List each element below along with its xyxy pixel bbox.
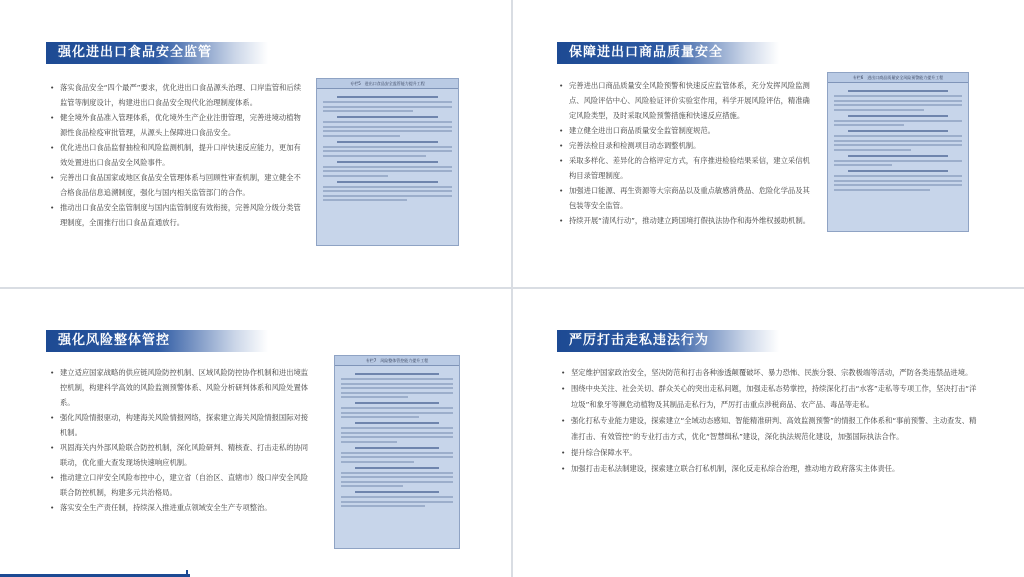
bullet-item: • 加强打击走私法制建设，探索建立联合打私机制，深化反走私综合治理，推动地方政府落实主体责任。 xyxy=(559,461,983,477)
bullet-item: • 巩固海关内外部风险联合防控机制，深化风险研判、精核查、打击走私的协同联动，优化重大查发现场快速响应机制。 xyxy=(48,440,310,470)
slide-product-quality[interactable] xyxy=(513,0,1024,287)
document-thumbnail xyxy=(334,355,460,549)
slide-title: 保障进出口商品质量安全 xyxy=(557,42,779,64)
bullet-item: • 建立适应国家战略的供应链风险防控机制、区域风险防控协作机制和进出境监控机制，构建科学高效的风险监测预警体系、风险分析研判体系和风险处置体系。 xyxy=(48,365,310,410)
slide-food-safety[interactable] xyxy=(0,0,511,287)
slide-title: 强化进出口食品安全监管 xyxy=(46,42,268,64)
document-thumbnail xyxy=(827,72,969,232)
document-body xyxy=(828,83,968,196)
bullet-item: • 落实安全生产责任制，持续深入推进重点领域安全生产专项整治。 xyxy=(48,500,310,515)
bullet-item: • 完善进出口商品质量安全风险预警和快速反应监管体系，充分发挥风险监测点、风险评估中心、风险验证评价实验室作用，科学开展风险评估，精准确定风险类型，及时采取风险预警措施和快速反应措施。 xyxy=(557,78,817,123)
slide-title: 严厉打击走私违法行为 xyxy=(557,330,779,352)
document-body xyxy=(335,366,459,513)
bullet-item: • 完善法检目录和检测项目动态调整机制。 xyxy=(557,138,817,153)
bullet-item: • 加强进口能源、再生资源等大宗商品以及重点敏感消费品、危险化学品及其包装等安全监管。 xyxy=(557,183,817,213)
document-header: 专栏7 风险整体管控能力提升工程 xyxy=(335,356,459,366)
bullet-item: • 优化进出口食品监督抽检和风险监测机制，提升口岸快速反应能力，更加有效处置进出口食品安全风险事件。 xyxy=(48,140,306,170)
bullet-item: • 提升综合保障水平。 xyxy=(559,445,983,461)
slide-anti-smuggling[interactable] xyxy=(513,289,1024,577)
document-thumbnail xyxy=(316,78,459,246)
bullet-item: • 推动出口食品安全监管制度与国内监管制度有效衔接，完善风险分级分类管理制度，全面推行出口食品直通放行。 xyxy=(48,200,306,230)
bullet-list xyxy=(48,365,310,515)
slide-risk-control[interactable] xyxy=(0,289,511,577)
bullet-item: • 完善出口食品国家或地区食品安全管理体系与回顾性审查机制，建立健全不合格食品信息追溯制度，强化与国内相关监管部门的合作。 xyxy=(48,170,306,200)
bullet-item: • 采取多样化、差异化的合格评定方式，有序推进检验结果采信，建立采信机构目录管理制度。 xyxy=(557,153,817,183)
bullet-item: • 落实食品安全“四个最严”要求，优化进出口食品源头治理、口岸监管和后续监管等制度设计，构建进出口食品安全现代化治理制度体系。 xyxy=(48,80,306,110)
bullet-item: • 强化打私专业能力建设，探索建立“全域动态感知、智能精准研判、高效监测预警”的情报工作体系和“事前预警、主动查发、精准打击、有效管控”的专业打击方式，优化“智慧缉私”建设，深化执法规范化建设，加强国际执法合作。 xyxy=(559,413,983,445)
progress-marker xyxy=(186,570,188,577)
document-header: 专栏5 进出口食品安全监管能力提升工程 xyxy=(317,79,458,89)
bullet-item: • 健全境外食品准入管理体系，优化境外生产企业注册管理，完善进境动植物源性食品检疫审批管理，从源头上保障进口食品安全。 xyxy=(48,110,306,140)
bullet-list xyxy=(557,78,817,228)
bullet-item: • 建立健全进出口商品质量安全监管制度规范。 xyxy=(557,123,817,138)
bullet-item: • 强化风险情报驱动，构建海关风险情报网络，探索建立海关风险情报国际对接机制。 xyxy=(48,410,310,440)
slide-title: 强化风险整体管控 xyxy=(46,330,268,352)
bullet-item: • 坚定维护国家政治安全，坚决防范和打击各种渗透颠覆破坏、暴力恐怖、民族分裂、宗教极端等活动，严防各类违禁品进境。 xyxy=(559,365,983,381)
bullet-list xyxy=(48,80,306,230)
document-body xyxy=(317,89,458,207)
bullet-list xyxy=(559,365,983,477)
bullet-item: • 持续开展“清风行动”，推动建立跨国境打假执法协作和海外维权援助机制。 xyxy=(557,213,817,228)
bullet-item: • 围绕中央关注、社会关切、群众关心的突出走私问题，加强走私态势掌控，持续深化打击“水客”走私等专项工作，坚决打击“洋垃圾”和象牙等濒危动植物及其制品走私行为，严厉打击重点涉税商品、农产品、毒品等走私。 xyxy=(559,381,983,413)
document-header: 专栏6 进出口商品质量安全风险预警能力提升工程 xyxy=(828,73,968,83)
bullet-item: • 推动建立口岸安全风险布控中心，建立省（自治区、直辖市）级口岸安全风险联合防控机制，构建多元共治格局。 xyxy=(48,470,310,500)
